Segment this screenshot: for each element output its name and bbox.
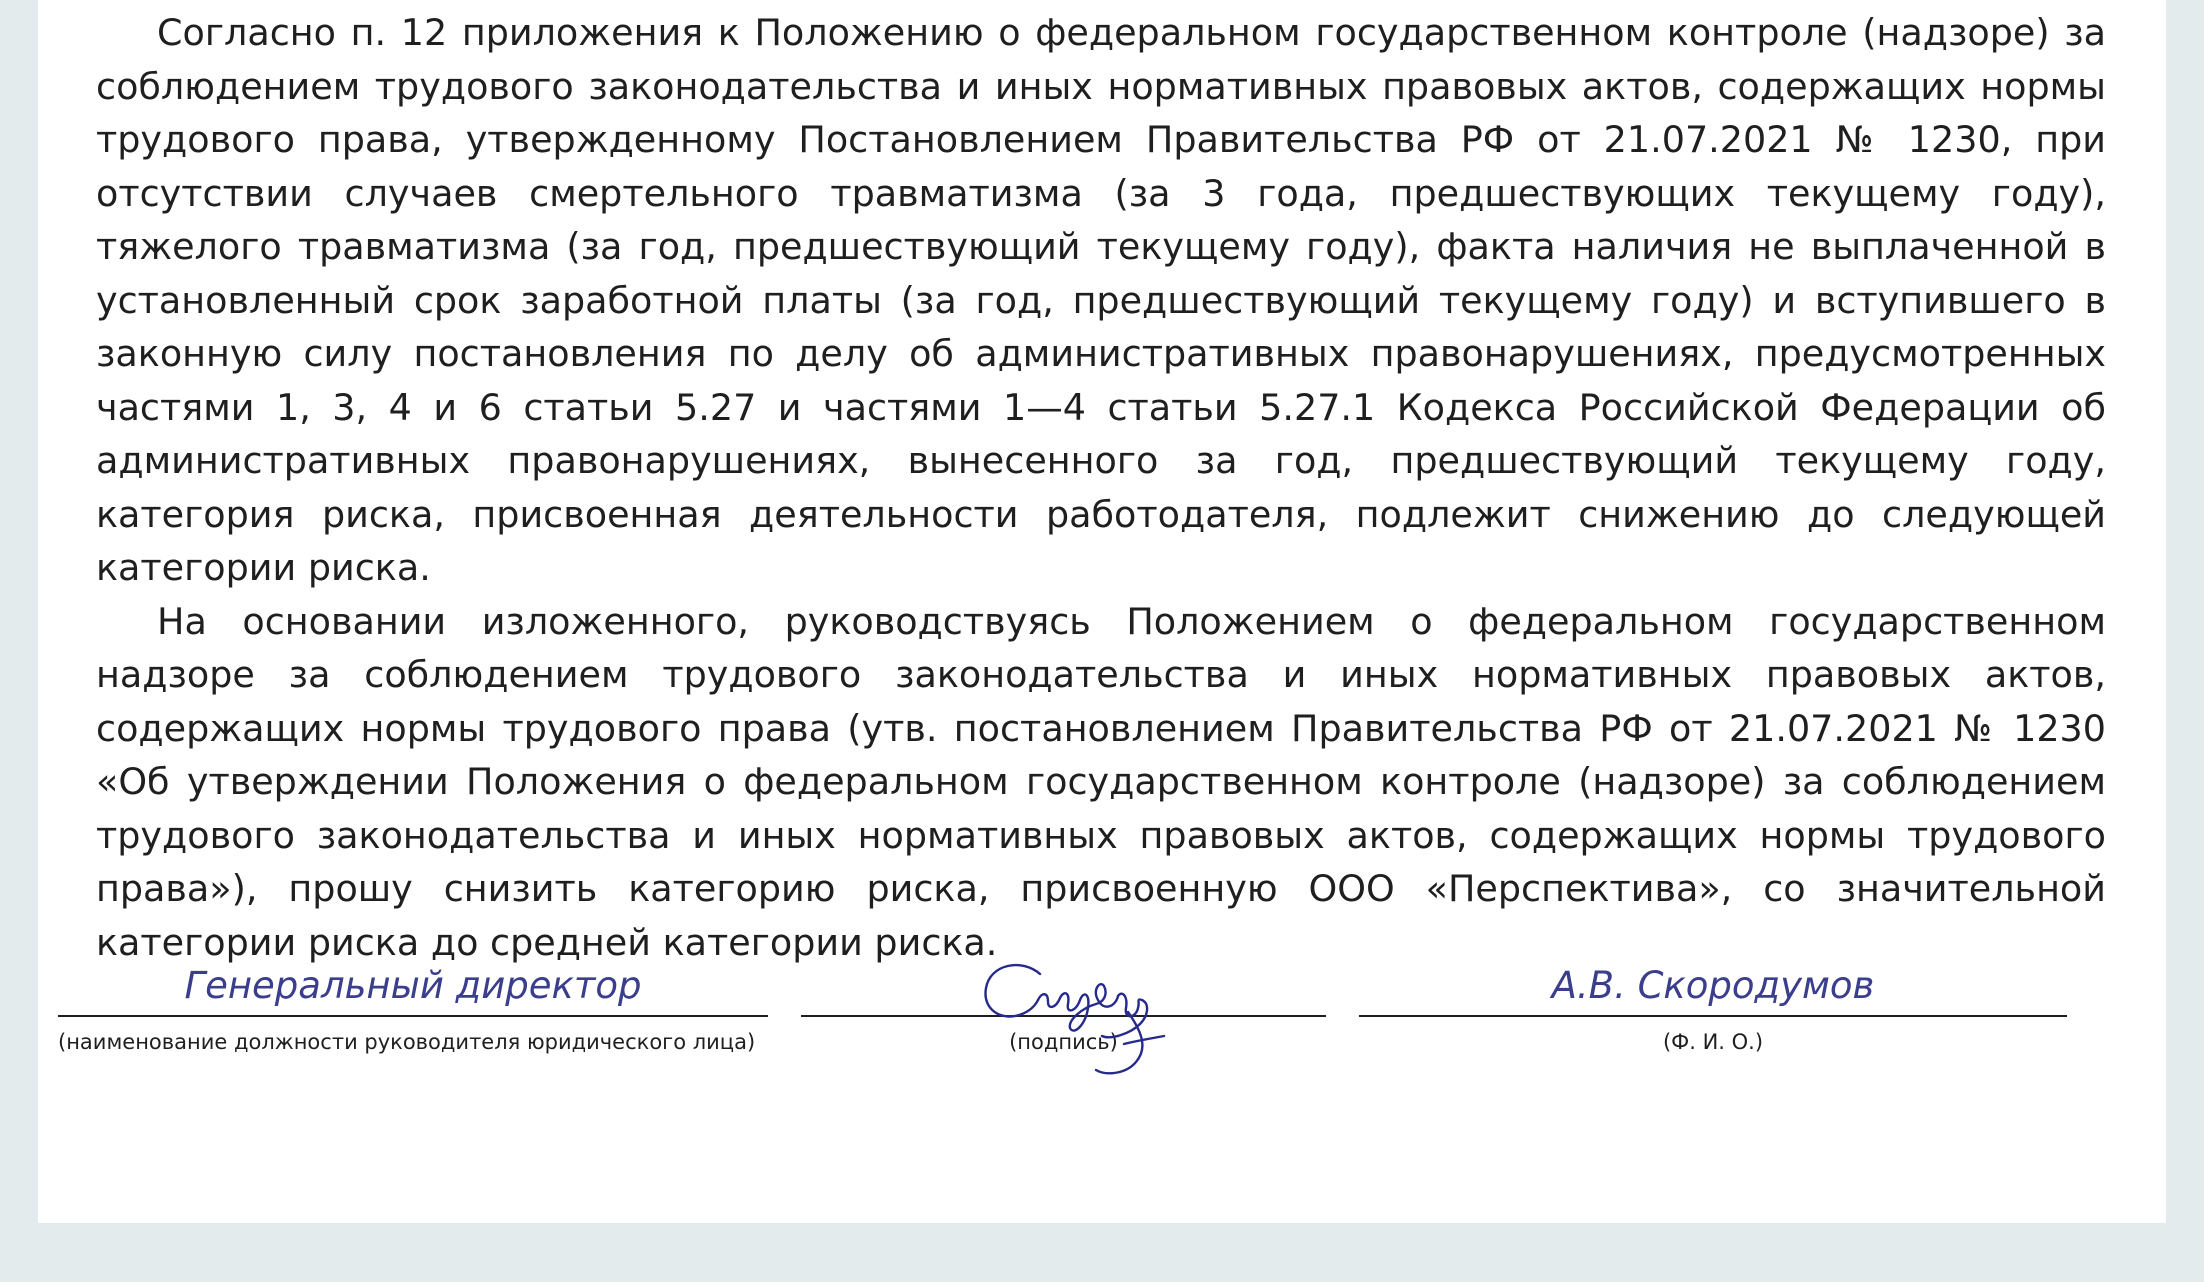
paragraph-request: На основании изложенного, руководствуясь Положением о федеральном государственном надзоре за соблюдением трудового законодательства и иных нормативных правовых актов, содержащих нормы трудового права (утв. постановлением Правительства РФ от 21.07.2021 № 1230 «Об утверждении Положения о федеральном государственном контроле (надзоре) за соблюдением трудового законодательства и иных нормативных правовых актов, содержащих нормы трудового права»), прошу снизить категорию риска, присвоенную ООО «Перспектива», со значительной категории риска до средней категории риска. bbox=[96, 599, 2106, 964]
document-body bbox=[96, 6, 2106, 969]
full-name-caption: (Ф. И. О.) bbox=[1662, 1030, 1764, 1054]
position-caption: (наименование должности руководителя юридического лица) bbox=[58, 1030, 756, 1054]
full-name-value: А.В. Скородумов bbox=[1551, 964, 1875, 1007]
paragraph-risk-basis: Согласно п. 12 приложения к Положению о федеральном государственном контроле (надзоре) за соблюдением трудового законодательства и иных нормативных правовых актов, содержащих нормы трудового права, утвержденному Постановлением Правительства РФ от 21.07.2021 № 1230, при отсутствии случаев смертельного травматизма (за 3 года, предшествующих текущему году), тяжелого травматизма (за год, предшествующий текущему году), факта наличия не выплаченной в установленный срок заработной платы (за год, предшествующий текущему году) и вступившего в законную силу постановления по делу об административных правонарушениях, предусмотренных частями 1, 3, 4 и 6 статьи 5.27 и частями 1—4 статьи 5.27.1 Кодекса Российской Федерации об административных правонарушениях, вынесенного за год, предшествующий текущему году, категория риска, присвоенная деятельности работодателя, подлежит снижению до следующей категории риска. bbox=[96, 11, 2106, 589]
handwritten-signature bbox=[978, 952, 1198, 1082]
position-value: Генеральный директор bbox=[184, 964, 642, 1007]
position-underline bbox=[58, 1015, 768, 1017]
signature-caption: (подпись) bbox=[1009, 1030, 1118, 1054]
full-name-underline bbox=[1359, 1015, 2067, 1017]
